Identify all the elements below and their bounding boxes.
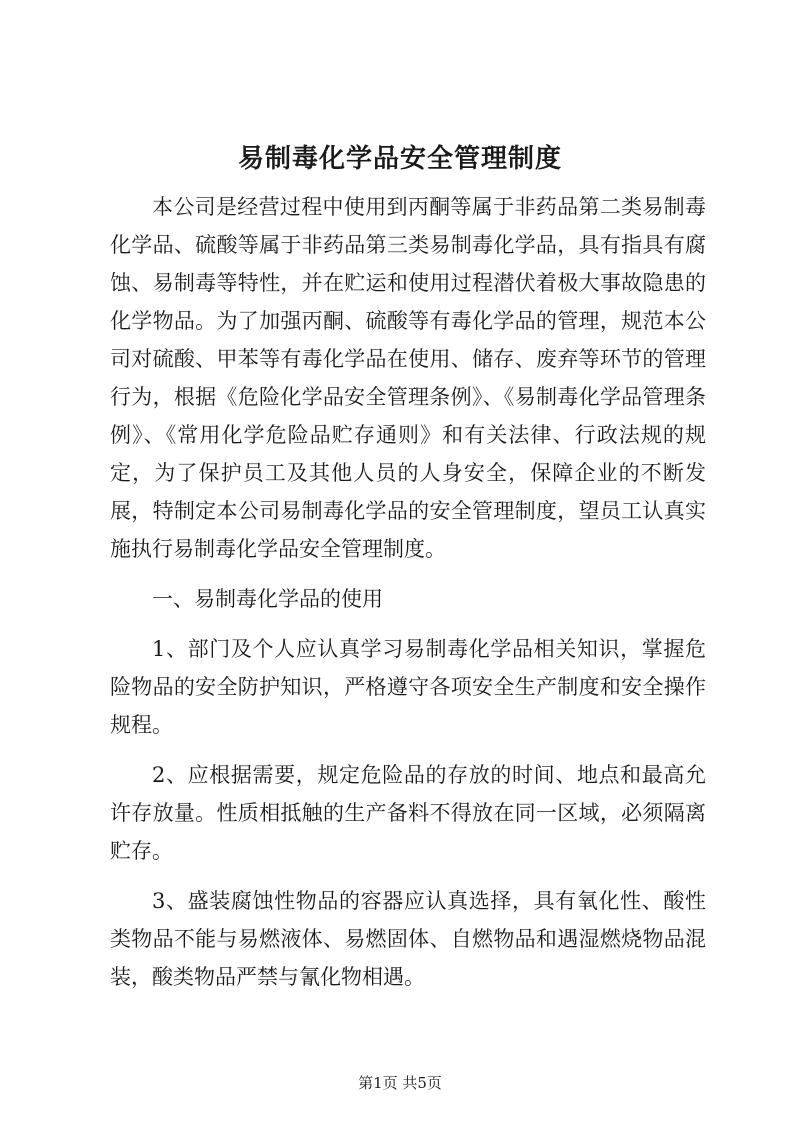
section-heading: 一、易制毒化学品的使用 (152, 587, 383, 611)
rule-paragraph-3: 3、盛装腐蚀性物品的容器应认真选择，具有氧化性、酸性类物品不能与易燃液体、易燃固体、自燃物品和遇湿燃烧物品混装，酸类物品严禁与氰化物相遇。 (110, 889, 706, 989)
document-body (110, 188, 706, 1008)
rule-paragraph-1: 1、部门及个人应认真学习易制毒化学品相关知识，掌握危险物品的安全防护知识，严格遵守各项安全生产制度和安全操作规程。 (110, 637, 706, 737)
rule-paragraph-2: 2、应根据需要，规定危险品的存放的时间、地点和最高允许存放量。性质相抵触的生产备料不得放在同一区域，必须隔离贮存。 (110, 763, 706, 863)
page-number-footer: 第1页 共5页 (358, 1074, 442, 1092)
document-title: 易制毒化学品安全管理制度 (237, 144, 562, 174)
intro-paragraph: 本公司是经营过程中使用到丙酮等属于非药品第二类易制毒化学品、硫酸等属于非药品第三类易制毒化学品，具有指具有腐蚀、易制毒等特性，并在贮运和使用过程潜伏着极大事故隐患的化学物品。为了加强丙酮、硫酸等有毒化学品的管理，规范本公司对硫酸、甲苯等有毒化学品在使用、储存、废弃等环节的管理行为，根据《危险化学品安全管理条例》、《易制毒化学品管理条例》、《常用化学危险品贮存通则》和有关法律、行政法规的规定，为了保护员工及其他人员的人身安全，保障企业的不断发展，特制定本公司易制毒化学品的安全管理制度，望员工认真实施执行易制毒化学品安全管理制度。 (110, 195, 706, 561)
